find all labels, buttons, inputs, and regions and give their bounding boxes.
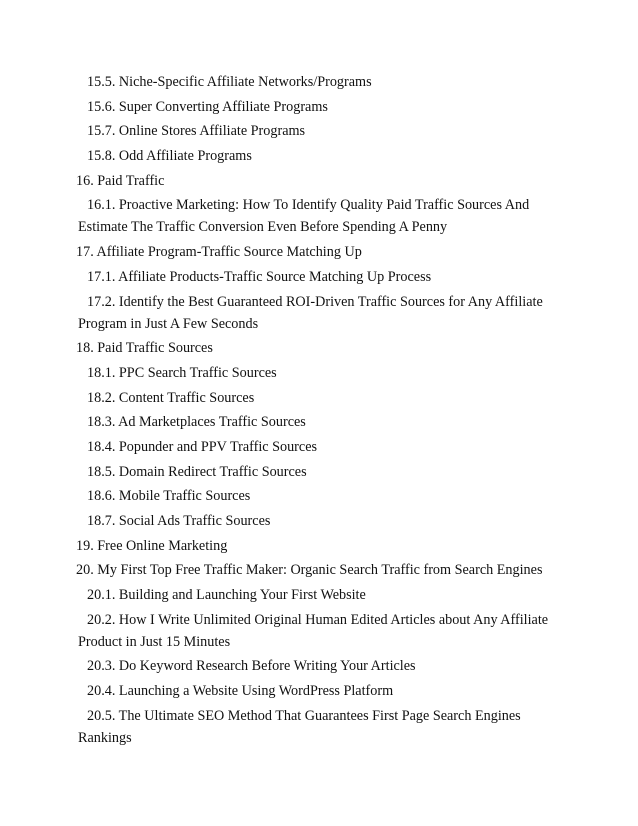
toc-section-entry: 18.2. Content Traffic Sources <box>87 389 255 406</box>
toc-section-entry: 17.1. Affiliate Products-Traffic Source Matching Up Process <box>87 268 432 285</box>
toc-section-entry: 18.4. Popunder and PPV Traffic Sources <box>87 438 318 455</box>
toc-section-entry: 20.1. Building and Launching Your First Website <box>87 587 366 604</box>
toc-section-entry: 20.4. Launching a Website Using WordPress Platform <box>87 683 394 700</box>
toc-section-entry: 15.8. Odd Affiliate Programs <box>87 148 252 165</box>
toc-chapter-entry: 19. Free Online Marketing <box>76 537 228 554</box>
toc-chapter-entry: 16. Paid Traffic <box>76 172 165 189</box>
toc-section-entry: 18.5. Domain Redirect Traffic Sources <box>87 463 307 480</box>
toc-section-entry: 20.5. The Ultimate SEO Method That Guarantees First Page Search Engines Rankings <box>78 707 521 746</box>
toc-section-entry: 17.2. Identify the Best Guaranteed ROI-Driven Traffic Sources for Any Affiliate Program in Just A Few Seconds <box>78 293 543 332</box>
toc-section-entry: 18.6. Mobile Traffic Sources <box>87 488 251 505</box>
table-of-contents <box>0 71 638 752</box>
toc-section-entry: 18.1. PPC Search Traffic Sources <box>87 364 277 381</box>
toc-section-entry: 15.6. Super Converting Affiliate Programs <box>87 98 328 115</box>
toc-chapter-entry: 18. Paid Traffic Sources <box>76 340 213 357</box>
toc-section-entry: 18.7. Social Ads Traffic Sources <box>87 513 271 529</box>
toc-section-entry: 20.2. How I Write Unlimited Original Human Edited Articles about Any Affiliate Product in Just 15 Minutes <box>78 611 549 650</box>
toc-chapter-entry: 20. My First Top Free Traffic Maker: Organic Search Traffic from Search Engines <box>76 562 543 579</box>
toc-section-entry: 15.7. Online Stores Affiliate Programs <box>87 123 306 140</box>
toc-section-entry: 16.1. Proactive Marketing: How To Identify Quality Paid Traffic Sources And Estimate The Traffic Conversion Even Before Spending A Penny <box>78 197 530 236</box>
toc-chapter-entry: 17. Affiliate Program-Traffic Source Matching Up <box>76 244 362 261</box>
toc-section-entry: 18.3. Ad Marketplaces Traffic Sources <box>87 414 306 431</box>
toc-section-entry: 15.5. Niche-Specific Affiliate Networks/Programs <box>87 74 372 90</box>
toc-section-entry: 20.3. Do Keyword Research Before Writing Your Articles <box>87 658 416 675</box>
